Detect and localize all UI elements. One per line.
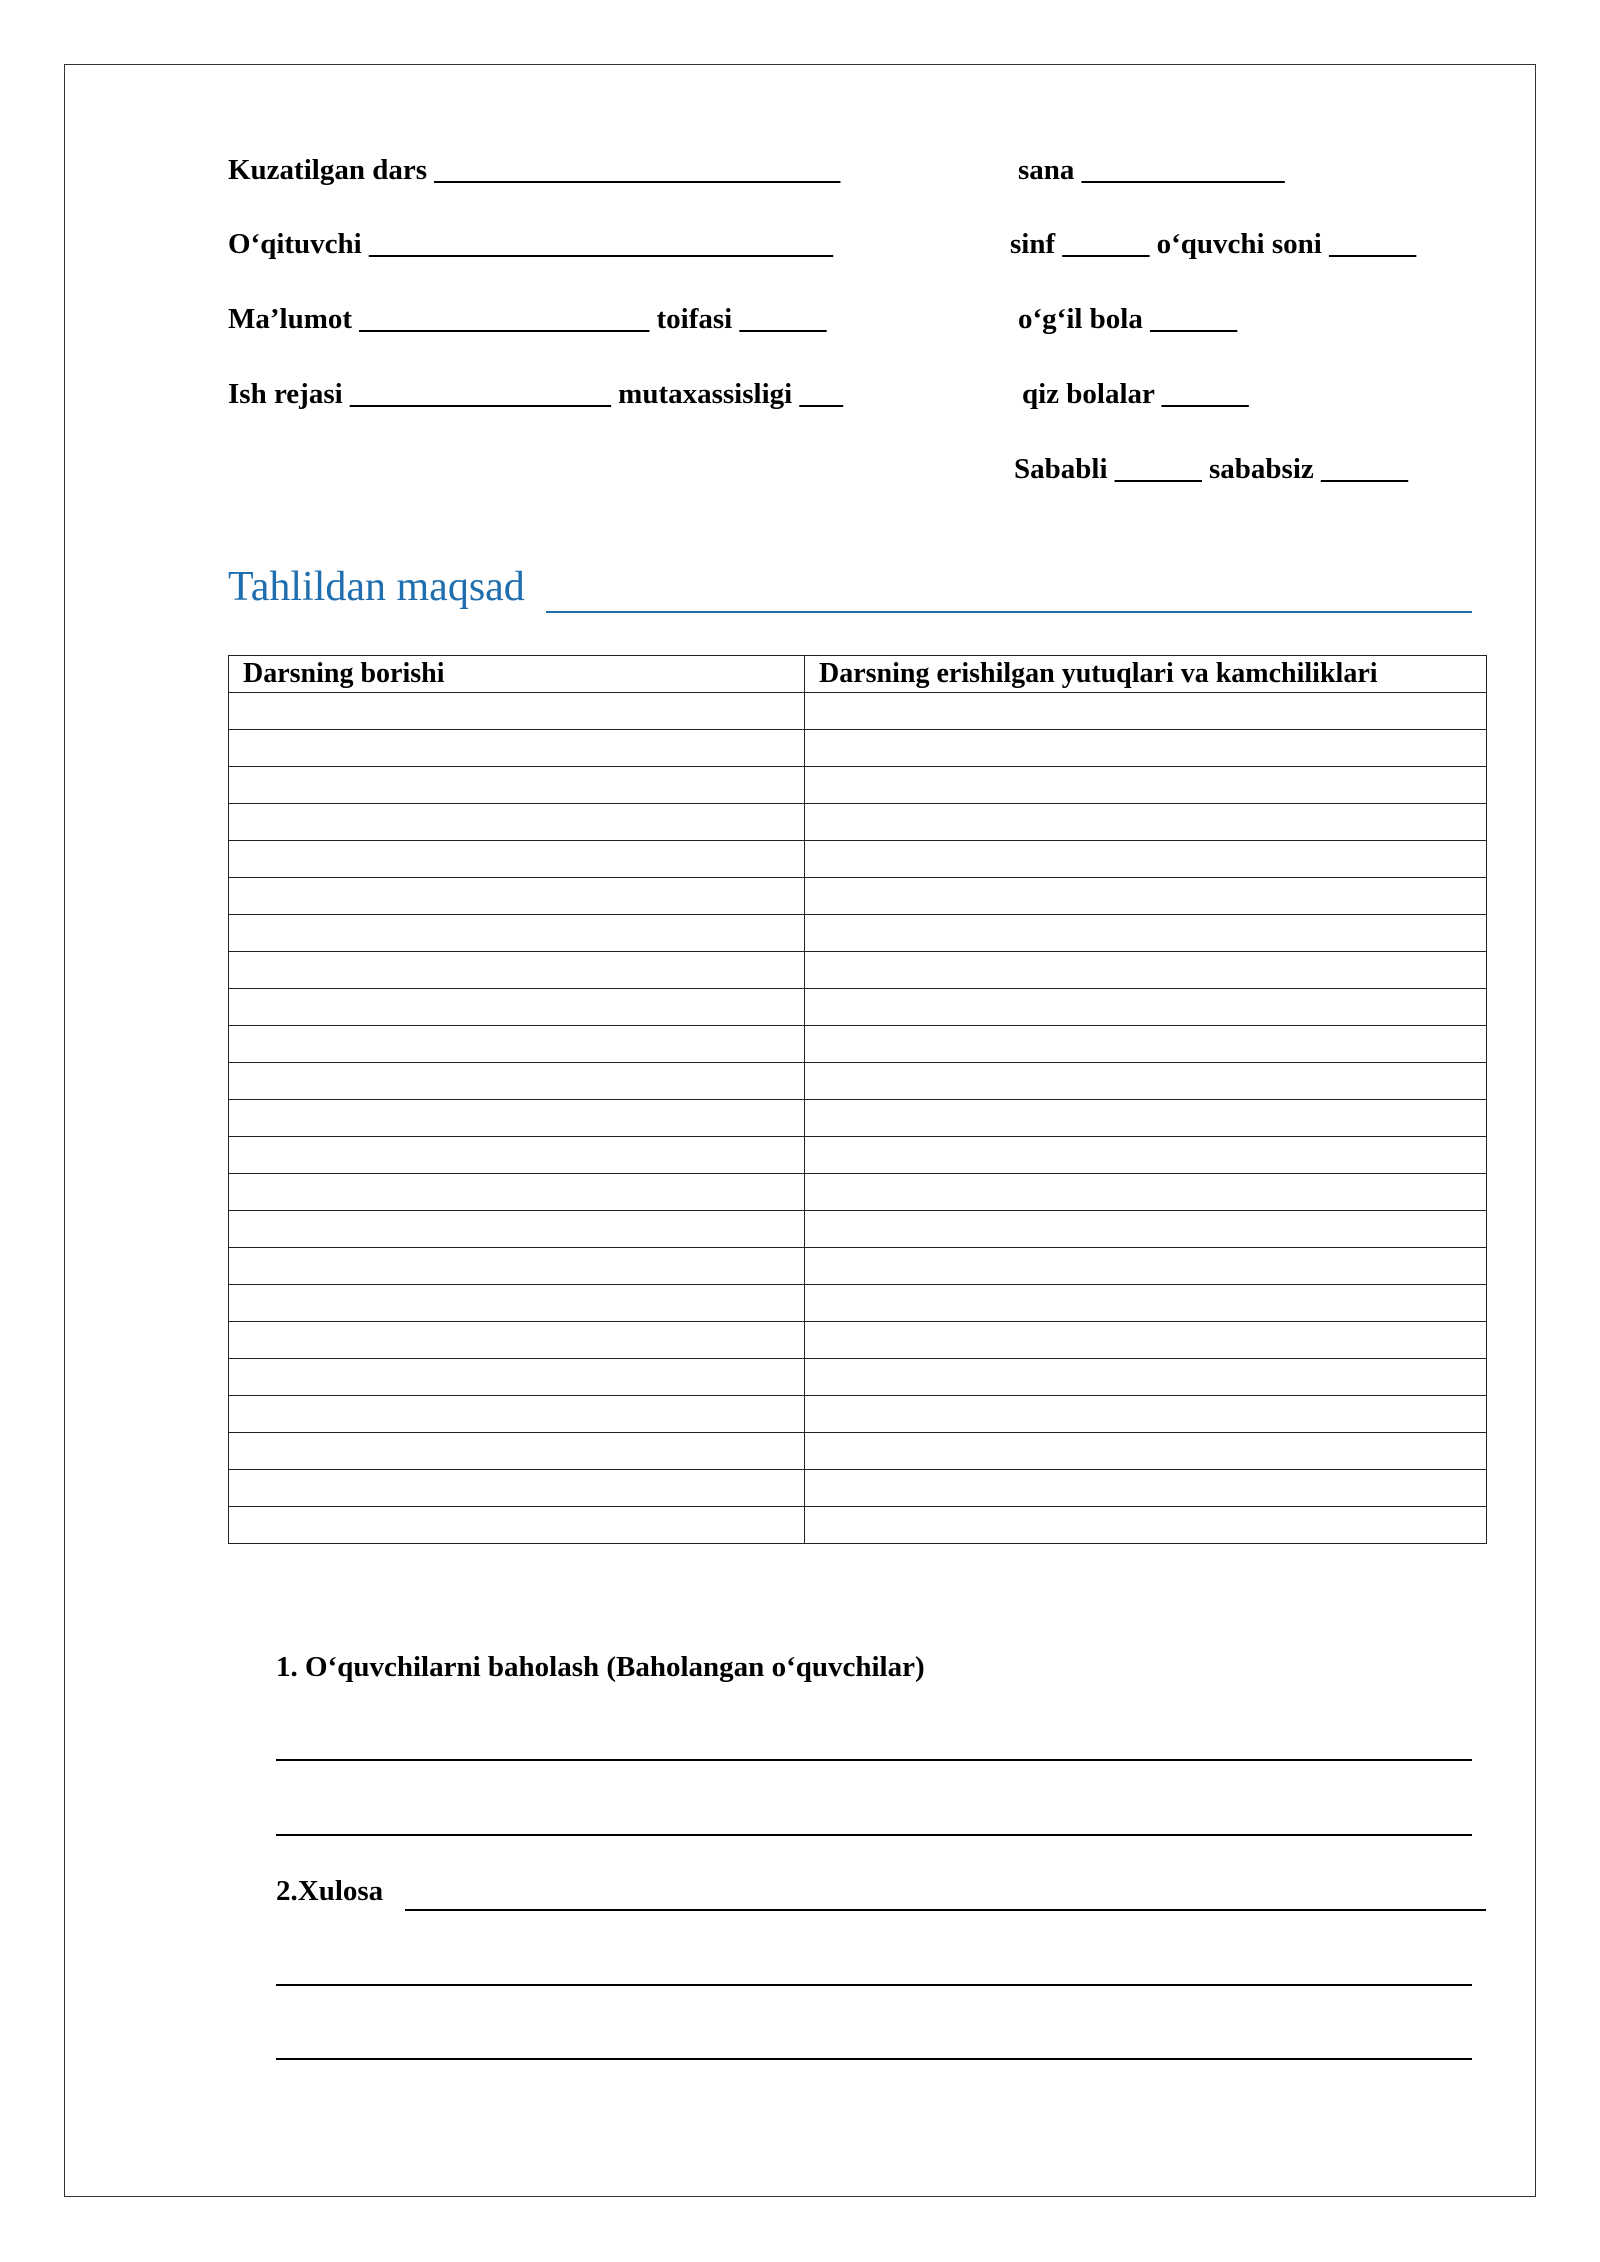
table-row xyxy=(229,693,1487,730)
cell-darsning-borishi[interactable] xyxy=(229,1322,805,1359)
table-row xyxy=(229,1063,1487,1100)
cell-yutuqlar-kamchiliklar[interactable] xyxy=(805,989,1487,1026)
cell-darsning-borishi[interactable] xyxy=(229,1470,805,1507)
table-row xyxy=(229,878,1487,915)
table-row xyxy=(229,1100,1487,1137)
field-ogil-bola[interactable]: o‘g‘il bola ______ xyxy=(1018,303,1238,335)
cell-yutuqlar-kamchiliklar[interactable] xyxy=(805,1063,1487,1100)
table-row xyxy=(229,1359,1487,1396)
column-header-yutuqlar-kamchiliklar: Darsning erishilgan yutuqlari va kamchiliklari xyxy=(805,656,1487,693)
cell-yutuqlar-kamchiliklar[interactable] xyxy=(805,1026,1487,1063)
column-header-darsning-borishi: Darsning borishi xyxy=(229,656,805,693)
cell-darsning-borishi[interactable] xyxy=(229,1174,805,1211)
table-row xyxy=(229,1211,1487,1248)
cell-yutuqlar-kamchiliklar[interactable] xyxy=(805,952,1487,989)
cell-yutuqlar-kamchiliklar[interactable] xyxy=(805,1285,1487,1322)
cell-darsning-borishi[interactable] xyxy=(229,1396,805,1433)
cell-yutuqlar-kamchiliklar[interactable] xyxy=(805,1137,1487,1174)
cell-yutuqlar-kamchiliklar[interactable] xyxy=(805,878,1487,915)
table-row xyxy=(229,1470,1487,1507)
cell-yutuqlar-kamchiliklar[interactable] xyxy=(805,1470,1487,1507)
field-sinf-oquvchi-soni[interactable]: sinf ______ o‘quvchi soni ______ xyxy=(1010,228,1417,260)
cell-yutuqlar-kamchiliklar[interactable] xyxy=(805,1174,1487,1211)
table-body xyxy=(229,693,1487,1544)
cell-darsning-borishi[interactable] xyxy=(229,1433,805,1470)
table-row xyxy=(229,1174,1487,1211)
cell-darsning-borishi[interactable] xyxy=(229,989,805,1026)
table-row xyxy=(229,1026,1487,1063)
item-oquvchilarni-baholash: 1. O‘quvchilarni baholash (Baholangan o‘quvchilar) xyxy=(276,1651,925,1683)
cell-darsning-borishi[interactable] xyxy=(229,693,805,730)
cell-darsning-borishi[interactable] xyxy=(229,1211,805,1248)
cell-yutuqlar-kamchiliklar[interactable] xyxy=(805,804,1487,841)
cell-yutuqlar-kamchiliklar[interactable] xyxy=(805,1433,1487,1470)
cell-darsning-borishi[interactable] xyxy=(229,767,805,804)
table-row xyxy=(229,1285,1487,1322)
cell-darsning-borishi[interactable] xyxy=(229,1026,805,1063)
answer-line[interactable] xyxy=(276,1834,1472,1836)
table-row xyxy=(229,1248,1487,1285)
table-row xyxy=(229,952,1487,989)
table-row xyxy=(229,730,1487,767)
heading-fill-line[interactable] xyxy=(546,611,1472,613)
cell-yutuqlar-kamchiliklar[interactable] xyxy=(805,1248,1487,1285)
field-sana[interactable]: sana ______________ xyxy=(1018,154,1285,186)
field-oqituvchi[interactable]: O‘qituvchi ________________________________ xyxy=(228,228,833,260)
table-row xyxy=(229,989,1487,1026)
cell-yutuqlar-kamchiliklar[interactable] xyxy=(805,915,1487,952)
cell-darsning-borishi[interactable] xyxy=(229,841,805,878)
cell-yutuqlar-kamchiliklar[interactable] xyxy=(805,1322,1487,1359)
cell-darsning-borishi[interactable] xyxy=(229,878,805,915)
cell-darsning-borishi[interactable] xyxy=(229,1248,805,1285)
cell-darsning-borishi[interactable] xyxy=(229,1359,805,1396)
field-sababli-sababsiz[interactable]: Sababli ______ sababsiz ______ xyxy=(1014,453,1409,485)
cell-yutuqlar-kamchiliklar[interactable] xyxy=(805,1211,1487,1248)
item-xulosa: 2.Xulosa xyxy=(276,1875,384,1907)
cell-darsning-borishi[interactable] xyxy=(229,915,805,952)
cell-darsning-borishi[interactable] xyxy=(229,804,805,841)
table-row xyxy=(229,1507,1487,1544)
table-row xyxy=(229,1433,1487,1470)
cell-darsning-borishi[interactable] xyxy=(229,952,805,989)
cell-yutuqlar-kamchiliklar[interactable] xyxy=(805,841,1487,878)
table-header-row xyxy=(229,656,1487,693)
answer-line[interactable] xyxy=(405,1909,1486,1911)
cell-yutuqlar-kamchiliklar[interactable] xyxy=(805,1359,1487,1396)
cell-yutuqlar-kamchiliklar[interactable] xyxy=(805,767,1487,804)
analysis-table xyxy=(228,655,1487,1544)
field-ish-rejasi-mutaxassisligi[interactable]: Ish rejasi __________________ mutaxassisligi ___ xyxy=(228,378,843,410)
table-row xyxy=(229,1322,1487,1359)
table-row xyxy=(229,841,1487,878)
table-row xyxy=(229,1396,1487,1433)
cell-yutuqlar-kamchiliklar[interactable] xyxy=(805,730,1487,767)
cell-darsning-borishi[interactable] xyxy=(229,1285,805,1322)
cell-yutuqlar-kamchiliklar[interactable] xyxy=(805,1100,1487,1137)
cell-yutuqlar-kamchiliklar[interactable] xyxy=(805,693,1487,730)
cell-darsning-borishi[interactable] xyxy=(229,1137,805,1174)
cell-yutuqlar-kamchiliklar[interactable] xyxy=(805,1507,1487,1544)
cell-darsning-borishi[interactable] xyxy=(229,1063,805,1100)
section-heading: Tahlildan maqsad xyxy=(228,564,525,610)
field-qiz-bolalar[interactable]: qiz bolalar ______ xyxy=(1022,378,1249,410)
answer-line[interactable] xyxy=(276,1984,1472,1986)
cell-darsning-borishi[interactable] xyxy=(229,1100,805,1137)
table-row xyxy=(229,1137,1487,1174)
answer-line[interactable] xyxy=(276,2058,1472,2060)
cell-yutuqlar-kamchiliklar[interactable] xyxy=(805,1396,1487,1433)
cell-darsning-borishi[interactable] xyxy=(229,730,805,767)
table-row xyxy=(229,767,1487,804)
table-row xyxy=(229,804,1487,841)
field-malumot-toifasi[interactable]: Ma’lumot ____________________ toifasi ______ xyxy=(228,303,827,335)
table-row xyxy=(229,915,1487,952)
field-kuzatilgan-dars[interactable]: Kuzatilgan dars ____________________________ xyxy=(228,154,841,186)
answer-line[interactable] xyxy=(276,1759,1472,1761)
cell-darsning-borishi[interactable] xyxy=(229,1507,805,1544)
